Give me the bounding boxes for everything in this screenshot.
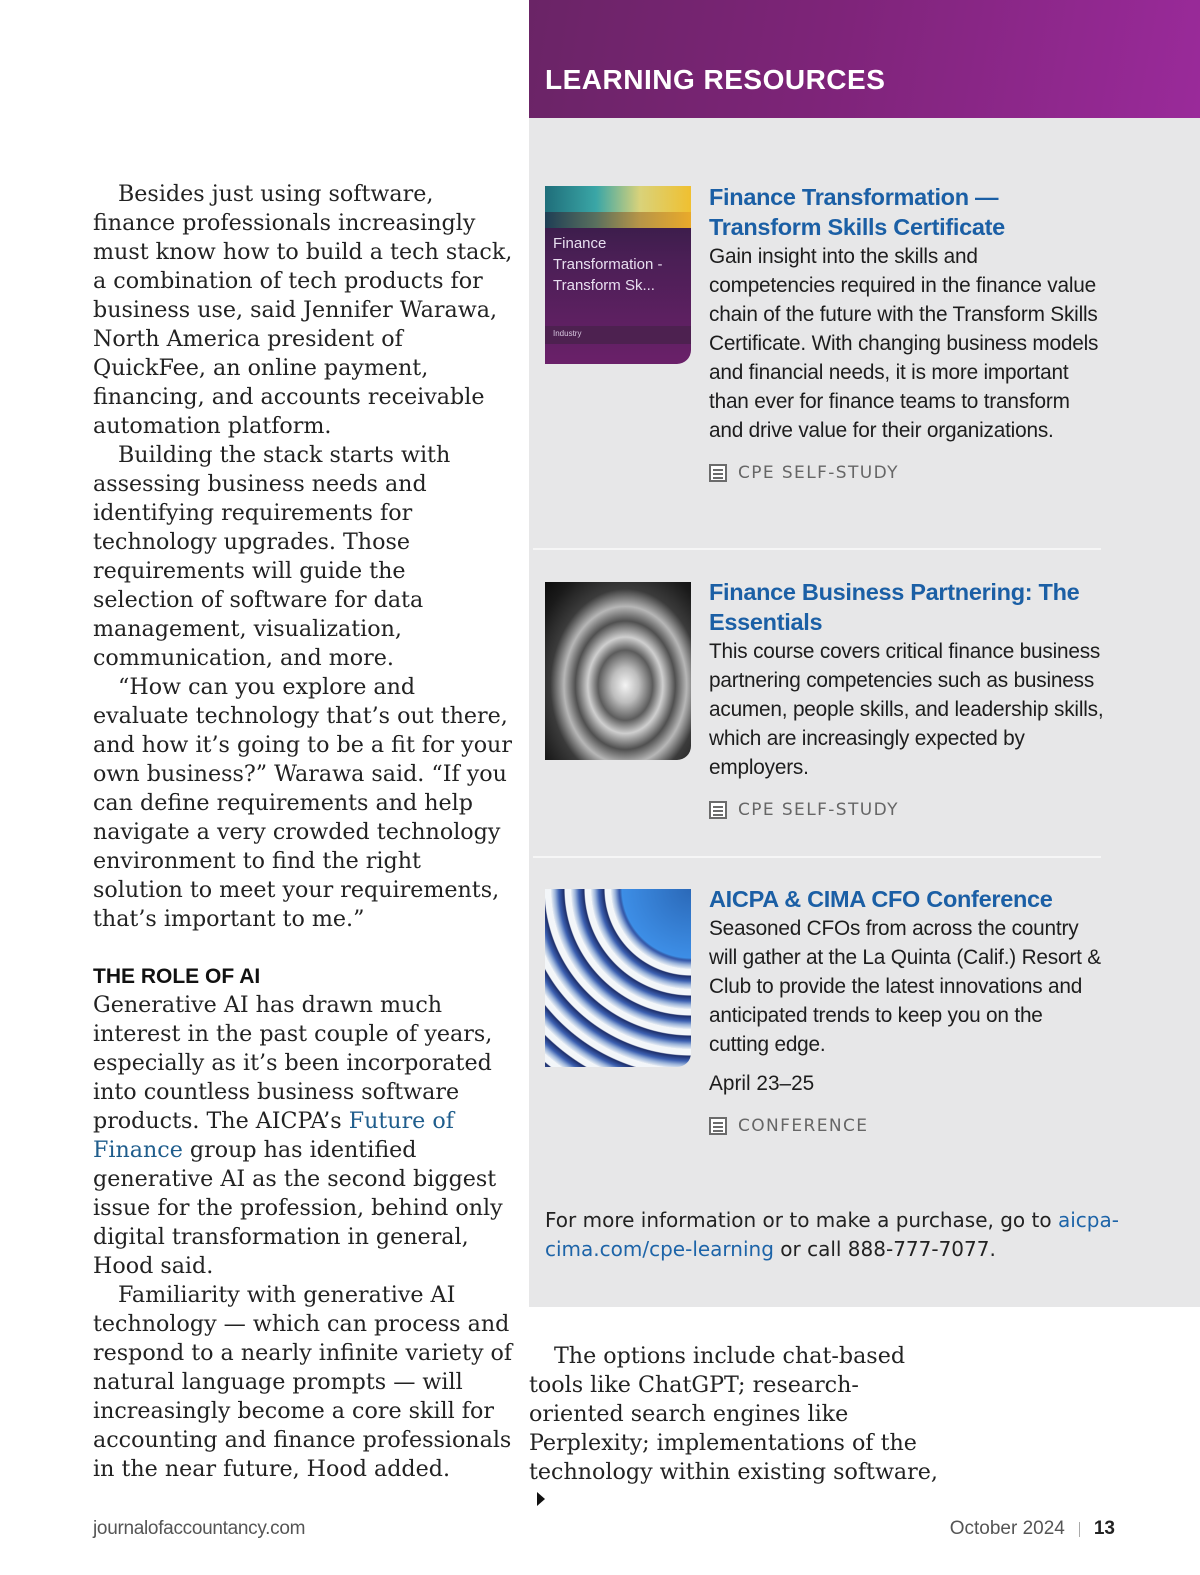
- cover-photo-strip: [545, 186, 691, 228]
- article-paragraph: Familiarity with generative AI technology — which can process and respond to a nearly infinite variety of natural language prompts — will increasingly become a core skill for accounting and finance professionals in the near future, Hood added.: [93, 1282, 513, 1482]
- resource-title[interactable]: Finance Business Partnering: The Essentials: [709, 579, 1080, 635]
- resource-tag: [709, 1116, 1104, 1136]
- resource-item-body: [709, 182, 1104, 483]
- resource-tag-label: CONFERENCE: [738, 1116, 869, 1136]
- document-icon: [709, 801, 727, 819]
- article-paragraph: [93, 991, 513, 1281]
- paragraph-text: group has identified generative AI as the second biggest issue for the profession, behind only digital transformation in general, Hood said.: [93, 1137, 503, 1279]
- spiral-photo-thumbnail[interactable]: [545, 582, 691, 760]
- cover-band: [545, 326, 691, 344]
- paragraph-text: Generative AI has drawn much interest in the past couple of years, especially as it’s been incorporated into countless business software products. The AICPA’s: [93, 992, 493, 1134]
- divider: [533, 856, 1101, 858]
- resource-item-body: [709, 577, 1104, 820]
- cover-label: Industry: [553, 329, 582, 338]
- sidebar-title: LEARNING RESOURCES: [545, 64, 886, 95]
- article-right-column: [529, 1342, 949, 1516]
- document-icon: [709, 1117, 727, 1135]
- resource-description: Gain insight into the skills and competencies required in the finance value chain of the future with the Transform Skills Certificate. With changing business models and financial needs, it is more important than ever for finance teams to transform and drive value for their organizations.: [709, 245, 1099, 442]
- event-date: April 23–25: [709, 1072, 815, 1095]
- future-of-finance-link[interactable]: Future of Finance: [93, 1108, 454, 1163]
- page-footer: [93, 1518, 1115, 1542]
- learning-resources-sidebar: [529, 0, 1200, 1307]
- cover-title: Finance Transformation - Transform Sk...: [553, 235, 663, 294]
- footer-right: [950, 1518, 1115, 1540]
- resource-description: Seasoned CFOs from across the country will gather at the La Quinta (Calif.) Resort & Club to provide the latest innovations and anticipated trends to keep you on the cutting edge.: [709, 917, 1101, 1056]
- footer-separator: [1079, 1522, 1080, 1537]
- building-photo-thumbnail[interactable]: [545, 889, 691, 1067]
- resource-title[interactable]: AICPA & CIMA CFO Conference: [709, 886, 1053, 912]
- resource-tag: [709, 800, 1104, 820]
- continue-arrow-icon: [537, 1492, 545, 1506]
- resource-tag: [709, 463, 1104, 483]
- resource-tag-label: CPE SELF-STUDY: [738, 800, 899, 820]
- sidebar-header: [529, 0, 1200, 118]
- resource-item-body: [709, 884, 1104, 1136]
- resource-title[interactable]: Finance Transformation — Transform Skills Certificate: [709, 184, 1005, 240]
- resource-tag-label: CPE SELF-STUDY: [738, 463, 899, 483]
- footer-info-text: For more information or to make a purchase, go to: [545, 1208, 1058, 1232]
- section-heading: THE ROLE OF AI: [93, 965, 261, 988]
- footer-info-text: or call 888-777-7077.: [773, 1237, 996, 1261]
- page-number: 13: [1093, 1518, 1115, 1539]
- cpe-learning-link[interactable]: aicpa-cima.com/cpe-learning: [545, 1208, 1119, 1261]
- course-cover-thumbnail[interactable]: [545, 186, 691, 364]
- site-name[interactable]: journalofaccountancy.com: [93, 1518, 306, 1539]
- article-paragraph: [529, 1342, 949, 1516]
- sidebar-footer-info: [545, 1206, 1185, 1264]
- article-left-column: [93, 180, 513, 1484]
- issue-date: October 2024: [949, 1518, 1065, 1539]
- resource-description: This course covers critical finance business partnering competencies such as business acumen, people skills, and leadership skills, which are increasingly expected by employers.: [709, 640, 1104, 779]
- divider: [533, 548, 1101, 550]
- article-paragraph: Building the stack starts with assessing business needs and identifying requirements for technology upgrades. Those requirements will guide the selection of software for data management, visualization, communication, and more.: [93, 442, 451, 671]
- article-paragraph: “How can you explore and evaluate technology that’s out there, and how it’s going to be a fit for your own business?” Warawa said. “If you can define requirements and help navigate a very crowded technology environment to find the right solution to meet your requirements, that’s important to me.”: [93, 674, 512, 932]
- paragraph-text: The options include chat-based tools like ChatGPT; research-oriented search engines like Perplexity; implementations of the technology within existing software,: [529, 1343, 938, 1485]
- article-paragraph: Besides just using software, finance professionals increasingly must know how to build a tech stack, a combination of tech products for business use, said Jennifer Warawa, North America president of QuickFee, an online payment, financing, and accounts receivable automation platform.: [93, 181, 513, 439]
- document-icon: [709, 464, 727, 482]
